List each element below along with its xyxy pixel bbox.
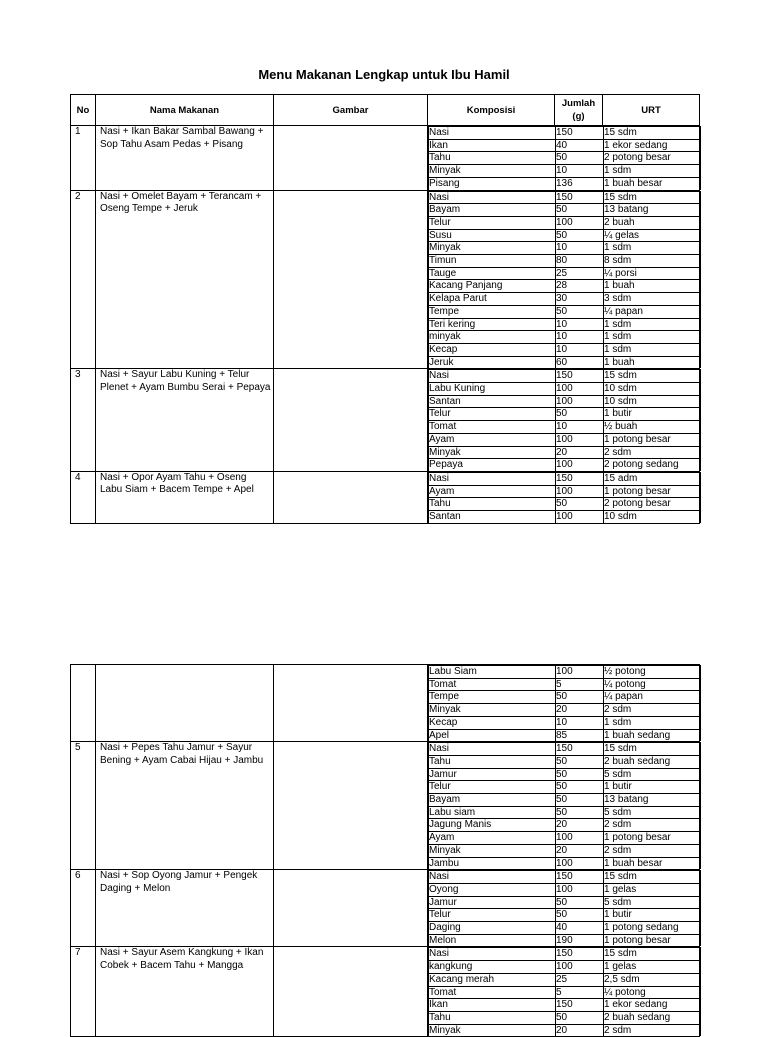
ingredient-row — [429, 678, 701, 691]
menu-picture-cell — [274, 126, 428, 191]
ingredient-row — [429, 383, 701, 396]
menu-picture-cell — [274, 369, 428, 472]
menu-composition-cell — [428, 742, 700, 870]
ingredient-row — [429, 704, 701, 717]
ingredient-name: kangkung — [429, 961, 556, 974]
ingredient-row — [429, 127, 701, 140]
ingredient-urt: 2 potong besar — [604, 498, 701, 511]
ingredient-name: Nasi — [429, 948, 556, 961]
menu-name: Nasi + Pepes Tahu Jamur + Sayur Bening + Ayam Cabai Hijau + Jambu — [96, 742, 274, 870]
ingredient-amount: 5 — [556, 678, 604, 691]
ingredient-amount: 50 — [556, 1011, 604, 1024]
ingredient-name: Nasi — [429, 370, 556, 383]
ingredient-row — [429, 165, 701, 178]
ingredient-amount: 50 — [556, 755, 604, 768]
ingredient-row — [429, 498, 701, 511]
ingredient-urt: 15 sdm — [604, 948, 701, 961]
ingredient-row — [429, 511, 701, 523]
ingredient-row — [429, 395, 701, 408]
ingredient-name: Timun — [429, 255, 556, 268]
ingredient-urt: ¼ papan — [604, 691, 701, 704]
menu-number: 2 — [71, 190, 96, 369]
ingredient-name: Labu Siam — [429, 666, 556, 679]
ingredient-name: Ayam — [429, 433, 556, 446]
ingredient-name: Labu Kuning — [429, 383, 556, 396]
menu-name: Nasi + Sayur Labu Kuning + Telur Plenet + Ayam Bumbu Serai + Pepaya — [96, 369, 274, 472]
ingredient-urt: 1 buah sedang — [604, 729, 701, 741]
ingredient-urt: 1 potong besar — [604, 485, 701, 498]
menu-row — [71, 665, 700, 742]
ingredient-urt: 2 potong sedang — [604, 459, 701, 471]
ingredient-amount: 50 — [556, 768, 604, 781]
ingredient-amount: 50 — [556, 794, 604, 807]
ingredient-row — [429, 794, 701, 807]
ingredient-name: minyak — [429, 331, 556, 344]
ingredient-row — [429, 768, 701, 781]
ingredient-name: Kelapa Parut — [429, 293, 556, 306]
ingredient-urt: 8 sdm — [604, 255, 701, 268]
ingredient-name: Pisang — [429, 177, 556, 189]
ingredient-urt: 10 sdm — [604, 383, 701, 396]
ingredient-amount: 28 — [556, 280, 604, 293]
ingredient-name: Jeruk — [429, 356, 556, 368]
ingredient-name: Pepaya — [429, 459, 556, 471]
ingredient-amount: 30 — [556, 293, 604, 306]
ingredient-amount: 100 — [556, 383, 604, 396]
ingredient-amount: 50 — [556, 691, 604, 704]
menu-picture-cell — [274, 471, 428, 523]
ingredient-amount: 5 — [556, 986, 604, 999]
ingredient-urt: 1 butir — [604, 408, 701, 421]
menu-composition-cell — [428, 947, 700, 1037]
ingredient-amount: 50 — [556, 152, 604, 165]
ingredient-row — [429, 716, 701, 729]
ingredient-name: Daging — [429, 922, 556, 935]
ingredient-row — [429, 421, 701, 434]
menu-number — [71, 665, 96, 742]
composition-table — [428, 742, 701, 869]
ingredient-urt: 15 sdm — [604, 743, 701, 756]
ingredient-name: Jagung Manis — [429, 819, 556, 832]
ingredient-name: Nasi — [429, 871, 556, 884]
ingredient-name: Jambu — [429, 857, 556, 869]
ingredient-amount: 136 — [556, 177, 604, 189]
ingredient-amount: 100 — [556, 459, 604, 471]
ingredient-row — [429, 844, 701, 857]
ingredient-name: Minyak — [429, 704, 556, 717]
ingredient-name: Melon — [429, 934, 556, 946]
ingredient-urt: 2,5 sdm — [604, 973, 701, 986]
menu-composition-cell — [428, 665, 700, 742]
ingredient-row — [429, 216, 701, 229]
ingredient-amount: 150 — [556, 999, 604, 1012]
ingredient-amount: 100 — [556, 216, 604, 229]
ingredient-name: Ayam — [429, 832, 556, 845]
ingredient-row — [429, 446, 701, 459]
ingredient-amount: 100 — [556, 961, 604, 974]
ingredient-urt: 2 buah sedang — [604, 1011, 701, 1024]
menu-name: Nasi + Omelet Bayam + Terancam + Oseng Tempe + Jeruk — [96, 190, 274, 369]
ingredient-amount: 50 — [556, 204, 604, 217]
header-gambar: Gambar — [274, 95, 428, 126]
ingredient-urt: 10 sdm — [604, 511, 701, 523]
ingredient-urt: 5 sdm — [604, 768, 701, 781]
menu-name: Nasi + Sop Oyong Jamur + Pengek Daging + Melon — [96, 870, 274, 947]
ingredient-urt: 3 sdm — [604, 293, 701, 306]
ingredient-name: Santan — [429, 511, 556, 523]
ingredient-urt: 5 sdm — [604, 806, 701, 819]
composition-table — [428, 126, 701, 190]
ingredient-name: Nasi — [429, 191, 556, 204]
menu-picture-cell — [274, 742, 428, 870]
ingredient-row — [429, 909, 701, 922]
menu-picture-cell — [274, 947, 428, 1037]
ingredient-name: Nasi — [429, 743, 556, 756]
ingredient-row — [429, 177, 701, 189]
ingredient-amount: 50 — [556, 305, 604, 318]
ingredient-row — [429, 691, 701, 704]
ingredient-row — [429, 819, 701, 832]
ingredient-name: Minyak — [429, 242, 556, 255]
ingredient-urt: 1 sdm — [604, 716, 701, 729]
ingredient-amount: 100 — [556, 433, 604, 446]
ingredient-urt: 13 batang — [604, 794, 701, 807]
ingredient-row — [429, 1011, 701, 1024]
ingredient-amount: 50 — [556, 498, 604, 511]
ingredient-amount: 150 — [556, 127, 604, 140]
ingredient-row — [429, 973, 701, 986]
ingredient-amount: 50 — [556, 781, 604, 794]
ingredient-urt: 1 buah — [604, 356, 701, 368]
ingredient-urt: 1 sdm — [604, 165, 701, 178]
ingredient-urt: 1 buah besar — [604, 857, 701, 869]
ingredient-name: Tomat — [429, 986, 556, 999]
ingredient-amount: 20 — [556, 446, 604, 459]
ingredient-urt: 2 sdm — [604, 844, 701, 857]
ingredient-urt: 15 sdm — [604, 370, 701, 383]
ingredient-amount: 20 — [556, 819, 604, 832]
ingredient-amount: 20 — [556, 844, 604, 857]
ingredient-urt: ½ buah — [604, 421, 701, 434]
ingredient-amount: 50 — [556, 229, 604, 242]
document-title: Menu Makanan Lengkap untuk Ibu Hamil — [258, 67, 510, 82]
menu-table-page-2 — [70, 664, 700, 1037]
composition-table — [428, 369, 701, 471]
ingredient-name: Labu siam — [429, 806, 556, 819]
ingredient-amount: 10 — [556, 331, 604, 344]
ingredient-amount: 100 — [556, 666, 604, 679]
ingredient-name: Telur — [429, 909, 556, 922]
ingredient-amount: 50 — [556, 408, 604, 421]
ingredient-urt: 1 buah besar — [604, 177, 701, 189]
menu-number: 5 — [71, 742, 96, 870]
menu-picture-cell — [274, 870, 428, 947]
menu-composition-cell — [428, 190, 700, 369]
ingredient-name: Tahu — [429, 1011, 556, 1024]
ingredient-urt: ½ potong — [604, 666, 701, 679]
ingredient-amount: 60 — [556, 356, 604, 368]
ingredient-amount: 150 — [556, 472, 604, 485]
ingredient-row — [429, 433, 701, 446]
ingredient-urt: 1 gelas — [604, 883, 701, 896]
ingredient-urt: 2 sdm — [604, 1024, 701, 1036]
ingredient-urt: 2 sdm — [604, 819, 701, 832]
ingredient-name: Apel — [429, 729, 556, 741]
ingredient-name: Minyak — [429, 844, 556, 857]
ingredient-name: Minyak — [429, 446, 556, 459]
ingredient-row — [429, 408, 701, 421]
ingredient-row — [429, 293, 701, 306]
ingredient-urt: 1 sdm — [604, 242, 701, 255]
menu-row — [71, 126, 700, 191]
ingredient-amount: 10 — [556, 242, 604, 255]
menu-table-page-1 — [70, 94, 700, 524]
ingredient-row — [429, 191, 701, 204]
ingredient-urt: 1 butir — [604, 909, 701, 922]
ingredient-urt: 15 sdm — [604, 127, 701, 140]
menu-name: Nasi + Opor Ayam Tahu + Oseng Labu Siam + Bacem Tempe + Apel — [96, 471, 274, 523]
ingredient-row — [429, 356, 701, 368]
ingredient-amount: 10 — [556, 165, 604, 178]
ingredient-amount: 100 — [556, 883, 604, 896]
ingredient-urt: 15 adm — [604, 472, 701, 485]
ingredient-row — [429, 472, 701, 485]
ingredient-urt: 2 potong besar — [604, 152, 701, 165]
ingredient-amount: 150 — [556, 871, 604, 884]
ingredient-urt: 2 buah sedang — [604, 755, 701, 768]
ingredient-row — [429, 318, 701, 331]
ingredient-row — [429, 370, 701, 383]
ingredient-amount: 25 — [556, 267, 604, 280]
ingredient-urt: 5 sdm — [604, 896, 701, 909]
menu-number: 4 — [71, 471, 96, 523]
menu-name: Nasi + Sayur Asem Kangkung + Ikan Cobek + Bacem Tahu + Mangga — [96, 947, 274, 1037]
menu-name — [96, 665, 274, 742]
ingredient-row — [429, 999, 701, 1012]
ingredient-urt: 2 sdm — [604, 704, 701, 717]
menu-composition-cell — [428, 126, 700, 191]
ingredient-urt: 13 batang — [604, 204, 701, 217]
ingredient-urt: 15 sdm — [604, 871, 701, 884]
menu-row — [71, 870, 700, 947]
ingredient-name: Tauge — [429, 267, 556, 280]
ingredient-amount: 150 — [556, 948, 604, 961]
ingredient-name: Nasi — [429, 472, 556, 485]
ingredient-urt: 1 potong besar — [604, 832, 701, 845]
menu-composition-cell — [428, 471, 700, 523]
ingredient-row — [429, 485, 701, 498]
ingredient-row — [429, 743, 701, 756]
ingredient-row — [429, 204, 701, 217]
ingredient-name: Telur — [429, 781, 556, 794]
menu-number: 3 — [71, 369, 96, 472]
ingredient-row — [429, 229, 701, 242]
header-jumlah: Jumlah (g) — [555, 95, 603, 126]
header-nama-makanan: Nama Makanan — [96, 95, 274, 126]
ingredient-amount: 190 — [556, 934, 604, 946]
ingredient-row — [429, 755, 701, 768]
ingredient-urt: ¼ potong — [604, 986, 701, 999]
ingredient-amount: 20 — [556, 704, 604, 717]
ingredient-name: Tahu — [429, 152, 556, 165]
ingredient-amount: 50 — [556, 806, 604, 819]
ingredient-row — [429, 948, 701, 961]
ingredient-amount: 40 — [556, 139, 604, 152]
ingredient-name: Ikan — [429, 139, 556, 152]
ingredient-name: Kecap — [429, 716, 556, 729]
ingredient-amount: 10 — [556, 318, 604, 331]
ingredient-name: Teri kering — [429, 318, 556, 331]
ingredient-amount: 40 — [556, 922, 604, 935]
ingredient-row — [429, 305, 701, 318]
composition-table — [428, 472, 701, 523]
ingredient-row — [429, 343, 701, 356]
ingredient-name: Ikan — [429, 999, 556, 1012]
ingredient-amount: 100 — [556, 832, 604, 845]
ingredient-row — [429, 896, 701, 909]
ingredient-row — [429, 242, 701, 255]
ingredient-row — [429, 781, 701, 794]
ingredient-urt: 1 sdm — [604, 343, 701, 356]
ingredient-name: Oyong — [429, 883, 556, 896]
ingredient-urt: 1 ekor sedang — [604, 999, 701, 1012]
ingredient-row — [429, 961, 701, 974]
ingredient-amount: 10 — [556, 343, 604, 356]
ingredient-amount: 80 — [556, 255, 604, 268]
ingredient-name: Bayam — [429, 204, 556, 217]
ingredient-urt: ¼ papan — [604, 305, 701, 318]
ingredient-name: Bayam — [429, 794, 556, 807]
ingredient-urt: 2 sdm — [604, 446, 701, 459]
ingredient-row — [429, 1024, 701, 1036]
ingredient-name: Telur — [429, 216, 556, 229]
ingredient-name: Santan — [429, 395, 556, 408]
ingredient-amount: 50 — [556, 896, 604, 909]
ingredient-urt: ¼ gelas — [604, 229, 701, 242]
ingredient-amount: 150 — [556, 370, 604, 383]
ingredient-urt: 1 potong besar — [604, 433, 701, 446]
ingredient-amount: 100 — [556, 857, 604, 869]
ingredient-urt: ¼ potong — [604, 678, 701, 691]
menu-number: 7 — [71, 947, 96, 1037]
menu-picture-cell — [274, 665, 428, 742]
ingredient-amount: 25 — [556, 973, 604, 986]
ingredient-urt: ¼ porsi — [604, 267, 701, 280]
ingredient-amount: 100 — [556, 511, 604, 523]
ingredient-urt: 1 potong sedang — [604, 922, 701, 935]
ingredient-row — [429, 666, 701, 679]
composition-table — [428, 665, 701, 741]
ingredient-amount: 150 — [556, 191, 604, 204]
composition-table — [428, 870, 701, 946]
ingredient-urt: 1 ekor sedang — [604, 139, 701, 152]
menu-picture-cell — [274, 190, 428, 369]
ingredient-name: Telur — [429, 408, 556, 421]
ingredient-row — [429, 922, 701, 935]
ingredient-urt: 1 sdm — [604, 318, 701, 331]
menu-composition-cell — [428, 870, 700, 947]
ingredient-row — [429, 857, 701, 869]
ingredient-urt: 1 butir — [604, 781, 701, 794]
header-komposisi: Komposisi — [428, 95, 555, 126]
menu-row — [71, 742, 700, 870]
ingredient-name: Ayam — [429, 485, 556, 498]
ingredient-name: Tomat — [429, 421, 556, 434]
ingredient-urt: 10 sdm — [604, 395, 701, 408]
ingredient-row — [429, 267, 701, 280]
ingredient-row — [429, 255, 701, 268]
ingredient-name: Tahu — [429, 498, 556, 511]
ingredient-amount: 100 — [556, 485, 604, 498]
composition-table — [428, 191, 701, 369]
composition-table — [428, 947, 701, 1036]
ingredient-urt: 1 gelas — [604, 961, 701, 974]
ingredient-row — [429, 883, 701, 896]
ingredient-urt: 2 buah — [604, 216, 701, 229]
ingredient-name: Minyak — [429, 1024, 556, 1036]
ingredient-name: Kacang merah — [429, 973, 556, 986]
menu-name: Nasi + Ikan Bakar Sambal Bawang + Sop Tahu Asam Pedas + Pisang — [96, 126, 274, 191]
ingredient-row — [429, 459, 701, 471]
ingredient-row — [429, 331, 701, 344]
ingredient-name: Susu — [429, 229, 556, 242]
ingredient-name: Jamur — [429, 896, 556, 909]
ingredient-row — [429, 139, 701, 152]
ingredient-row — [429, 806, 701, 819]
ingredient-name: Tempe — [429, 305, 556, 318]
ingredient-row — [429, 832, 701, 845]
ingredient-amount: 150 — [556, 743, 604, 756]
ingredient-amount: 85 — [556, 729, 604, 741]
menu-row — [71, 190, 700, 369]
ingredient-amount: 100 — [556, 395, 604, 408]
menu-composition-cell — [428, 369, 700, 472]
menu-row — [71, 369, 700, 472]
ingredient-row — [429, 280, 701, 293]
table-header-row — [71, 95, 700, 126]
menu-row — [71, 471, 700, 523]
ingredient-amount: 50 — [556, 909, 604, 922]
ingredient-urt: 15 sdm — [604, 191, 701, 204]
ingredient-urt: 1 potong besar — [604, 934, 701, 946]
ingredient-amount: 10 — [556, 716, 604, 729]
ingredient-row — [429, 729, 701, 741]
ingredient-row — [429, 871, 701, 884]
ingredient-amount: 20 — [556, 1024, 604, 1036]
ingredient-name: Nasi — [429, 127, 556, 140]
header-no: No — [71, 95, 96, 126]
header-urt: URT — [603, 95, 700, 126]
ingredient-row — [429, 934, 701, 946]
ingredient-row — [429, 986, 701, 999]
menu-row — [71, 947, 700, 1037]
ingredient-urt: 1 sdm — [604, 331, 701, 344]
ingredient-name: Tahu — [429, 755, 556, 768]
ingredient-amount: 10 — [556, 421, 604, 434]
ingredient-name: Tomat — [429, 678, 556, 691]
ingredient-name: Kecap — [429, 343, 556, 356]
ingredient-name: Jamur — [429, 768, 556, 781]
ingredient-name: Minyak — [429, 165, 556, 178]
menu-number: 1 — [71, 126, 96, 191]
ingredient-row — [429, 152, 701, 165]
menu-number: 6 — [71, 870, 96, 947]
ingredient-name: Kacang Panjang — [429, 280, 556, 293]
ingredient-name: Tempe — [429, 691, 556, 704]
ingredient-urt: 1 buah — [604, 280, 701, 293]
